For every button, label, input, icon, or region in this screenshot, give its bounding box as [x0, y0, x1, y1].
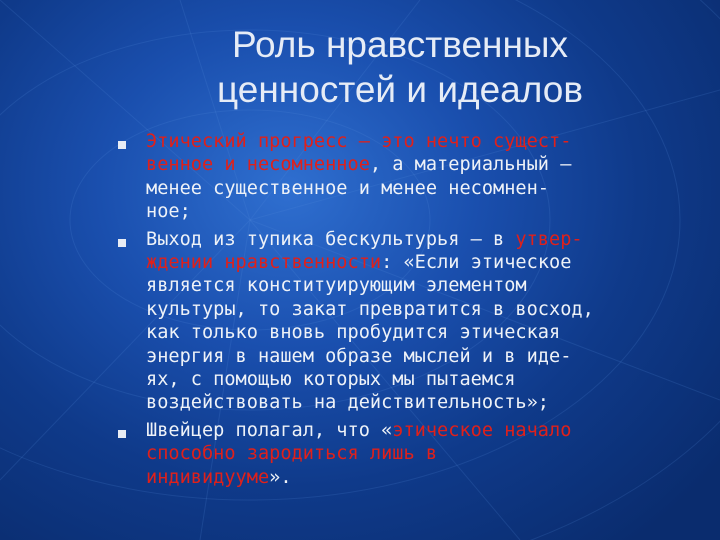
bullet-text-line: [146, 200, 676, 223]
bullet-text-line: [146, 368, 676, 391]
bullet-text: : «Если этическое: [381, 252, 572, 274]
bullet-text-line: [146, 298, 676, 321]
bullet-text-line: [146, 391, 676, 414]
highlighted-text: способно зародиться лишь в: [146, 443, 438, 465]
bullet-text: является конституирующим элементом: [146, 275, 527, 297]
bullet-text-line: [146, 466, 676, 489]
bullet-text: ».: [269, 466, 292, 488]
bullet-text: культуры, то закат превратится в восход,: [146, 298, 594, 320]
bullet-text: , а материальный –: [369, 154, 572, 176]
bullet-text: воздействовать на действительность»;: [146, 392, 549, 414]
bullet-text-line: [146, 345, 676, 368]
bullet-text-line: [146, 274, 676, 297]
slide-title-line: ценностей и идеалов: [217, 69, 583, 110]
bullet-item: [0, 419, 676, 489]
bullet-text-line: [146, 321, 676, 344]
bullet-item: [0, 228, 676, 415]
bullet-text: энергия в нашем образе мыслей и в иде-: [146, 345, 572, 367]
bullet-text-line: [146, 153, 676, 176]
slide-title: [150, 22, 650, 112]
bullet-text-line: [146, 177, 676, 200]
bullet-text-line: [146, 228, 676, 251]
highlighted-text: венное и несомненное: [146, 154, 370, 176]
bullet-text: Швейцер полагал, что «: [146, 419, 393, 441]
highlighted-text: утвер-: [515, 228, 583, 250]
slide-title-line: Роль нравственных: [231, 24, 569, 65]
highlighted-text: этическое начало: [392, 419, 572, 441]
square-bullet-icon: [118, 141, 126, 149]
bullet-text: как только вновь пробудится этическая: [146, 322, 561, 344]
square-bullet-icon: [118, 430, 126, 438]
bullet-text: ное;: [146, 201, 191, 223]
bullet-text-line: [146, 419, 676, 442]
bullet-text: ях, с помощью которых мы пытаемся: [146, 369, 516, 391]
bullet-item: [0, 130, 676, 224]
highlighted-text: ждении нравственности: [146, 252, 382, 274]
bullet-list: [0, 130, 720, 493]
bullet-text-line: [146, 442, 676, 465]
bullet-text-line: [146, 130, 676, 153]
bullet-text: Выход из тупика бескультурья – в: [146, 228, 516, 250]
highlighted-text: индивидууме: [146, 466, 270, 488]
bullet-text: менее существенное и менее несомнен-: [146, 177, 549, 199]
bullet-text-line: [146, 251, 676, 274]
highlighted-text: Этический прогресс – это нечто сущест-: [146, 131, 572, 152]
square-bullet-icon: [118, 239, 126, 247]
